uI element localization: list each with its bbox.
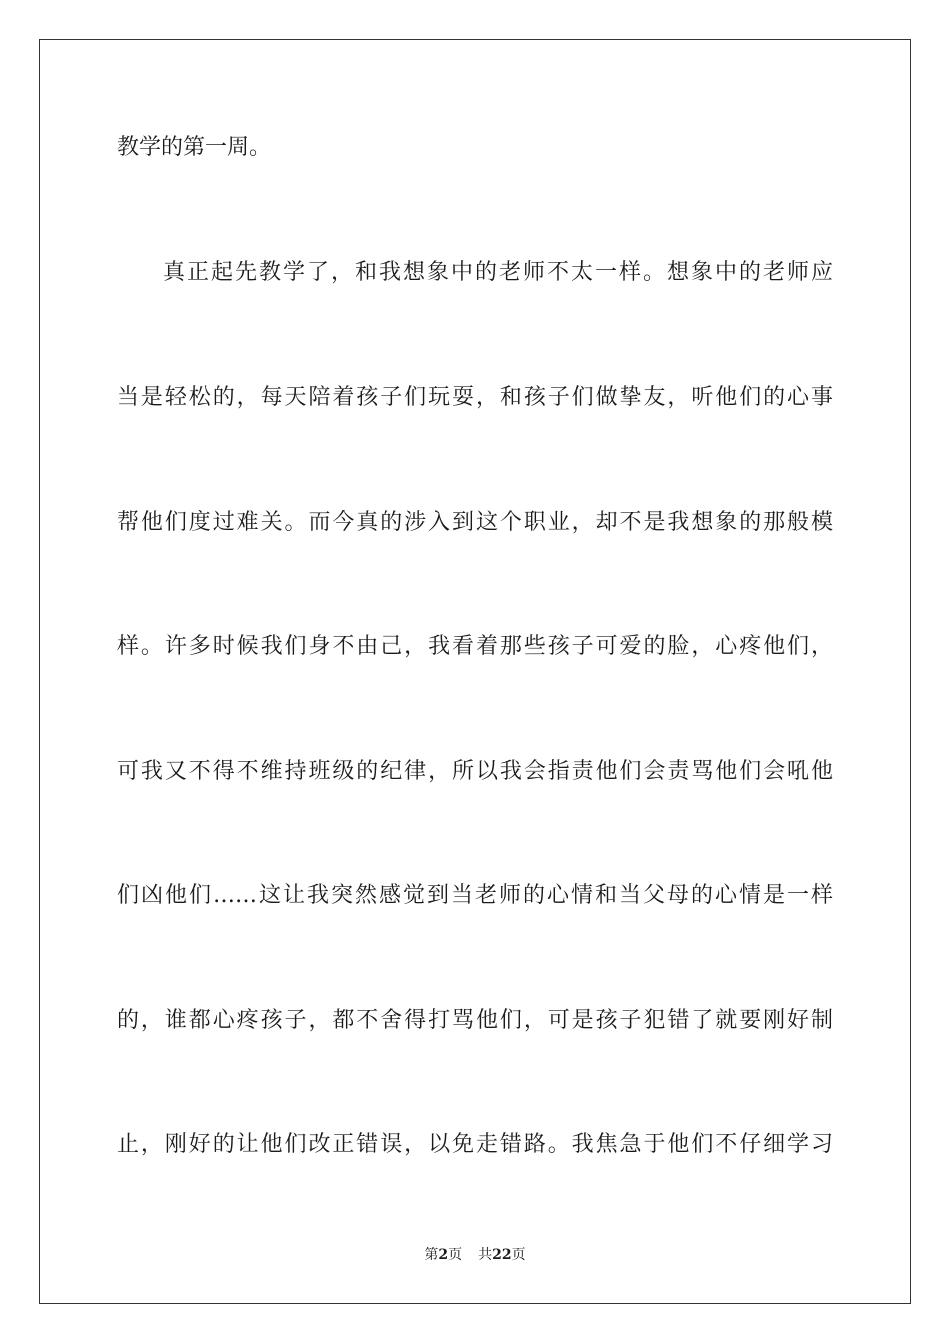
footer-page-suffix: 页 bbox=[448, 1247, 463, 1263]
page-border bbox=[39, 39, 911, 1304]
footer-page-prefix: 第 bbox=[424, 1247, 439, 1263]
body-line-8: 的，谁都心疼孩子，都不舍得打骂他们，可是孩子犯错了就要刚好制 bbox=[117, 1008, 833, 1033]
body-line-2: 真正起先教学了，和我想象中的老师不太一样。想象中的老师应 bbox=[163, 260, 833, 285]
footer-total-pages: 22 bbox=[492, 1247, 512, 1263]
body-line-5: 样。许多时候我们身不由己，我看着那些孩子可爱的脸，心疼他们， bbox=[117, 634, 833, 659]
body-line-7: 们凶他们……这让我突然感觉到当老师的心情和当父母的心情是一样 bbox=[117, 883, 833, 908]
body-line-1: 教学的第一周。 bbox=[117, 135, 272, 160]
body-line-4: 帮他们度过难关。而今真的涉入到这个职业，却不是我想象的那般模 bbox=[117, 510, 833, 535]
footer-page-number: 2 bbox=[438, 1247, 449, 1263]
body-line-9: 止，刚好的让他们改正错误，以免走错路。我焦急于他们不仔细学习 bbox=[117, 1132, 833, 1157]
body-line-6: 可我又不得不维持班级的纪律，所以我会指责他们会责骂他们会吼他 bbox=[117, 759, 833, 784]
body-line-3: 当是轻松的，每天陪着孩子们玩耍，和孩子们做挚友，听他们的心事 bbox=[117, 385, 833, 410]
footer-total-suffix: 页 bbox=[511, 1247, 526, 1263]
page-footer bbox=[0, 1245, 950, 1265]
footer-total-prefix: 共 bbox=[478, 1247, 493, 1263]
